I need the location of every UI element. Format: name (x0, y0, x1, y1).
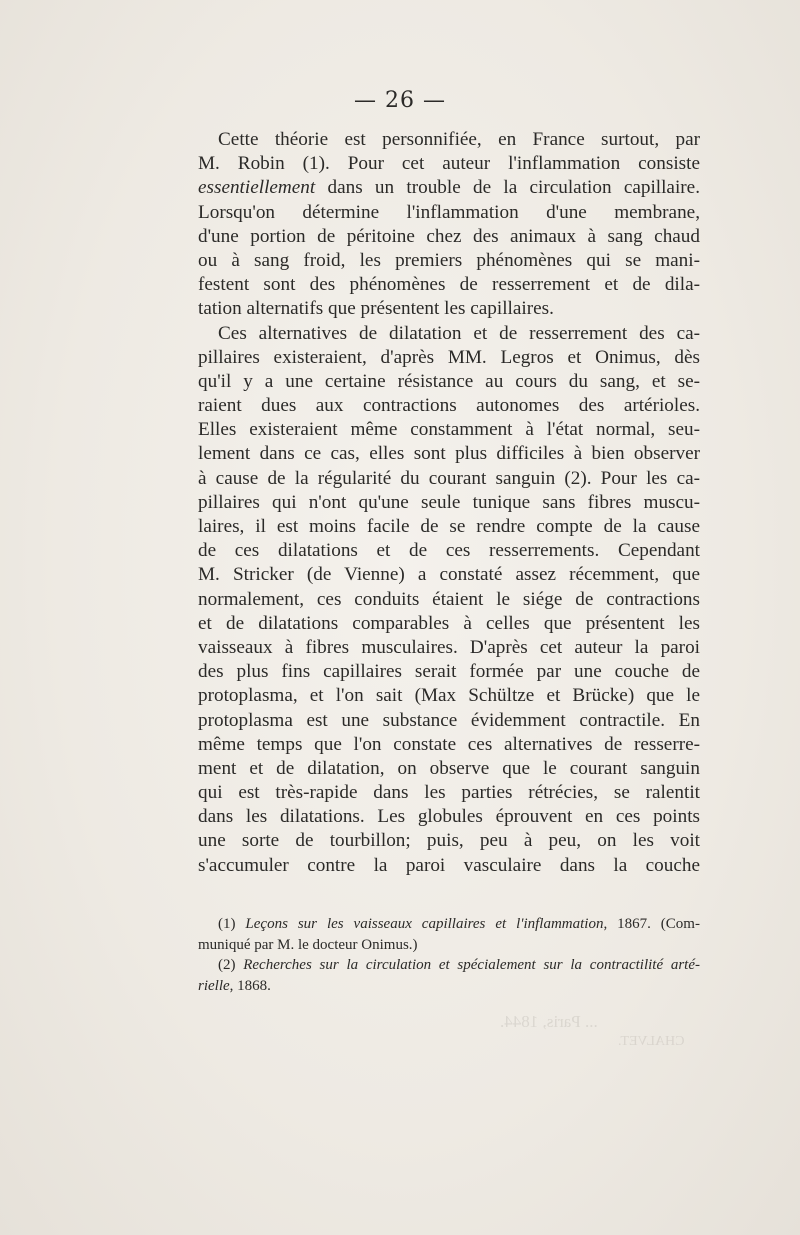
footnote-line: muniqué par M. le docteur Onimus.) (198, 936, 418, 953)
text-line: lement dans ce cas, elles sont plus difficiles à bien observer (198, 443, 700, 465)
text-line: Elles existeraient même constamment à l'état normal, seu- (198, 419, 700, 441)
text-line: vaisseaux à fibres musculaires. D'après cet auteur la paroi (198, 636, 700, 658)
footnote-line: (1) Leçons sur les vaisseaux capillaires et l'inflammation, 1867. (Com- (218, 916, 700, 932)
text-line: normalement, ces conduits étaient le siége de contractions (198, 588, 700, 610)
bleed-through-text: ... Paris, 1844. (500, 1012, 598, 1031)
paragraph (198, 128, 700, 322)
text-line: des plus fins capillaires serait formée par une couche de (198, 661, 700, 683)
text-line: ou à sang froid, les premiers phénomènes qui se mani- (198, 249, 700, 271)
text-line: protoplasma, et l'on sait (Max Schültze et Brücke) que le (198, 685, 700, 707)
text-line: pillaires qui n'ont qu'une seule tunique sans fibres muscu- (198, 491, 700, 513)
text-line: raient dues aux contractions autonomes des artérioles. (198, 395, 700, 417)
text-line: de ces dilatations et de ces resserrements. Cependant (198, 540, 700, 562)
text-line: qui est très-rapide dans les parties rétrécies, se ralentit (198, 782, 700, 804)
text-line: essentiellement dans un trouble de la circulation capillaire. (198, 177, 700, 199)
text-line: laires, il est moins facile de se rendre compte de la cause (198, 516, 700, 537)
text-line: même temps que l'on constate ces alternatives de resserre- (198, 733, 700, 755)
text-line: pillaires existeraient, d'après MM. Legros et Onimus, dès (198, 346, 700, 368)
footnotes (198, 914, 700, 996)
text-line: ment et de dilatation, on observe que le courant sanguin (198, 757, 700, 779)
text-line: qu'il y a une certaine résistance au cours du sang, et se- (198, 370, 700, 392)
footnote-line: rielle, 1868. (198, 977, 271, 994)
bleed-through-text: CHALVET. (618, 1034, 685, 1049)
text-line: Ces alternatives de dilatation et de resserrement des ca- (218, 322, 700, 344)
text-line (198, 878, 700, 902)
text-line: dans les dilatations. Les globules éprouvent en ces points (198, 806, 700, 828)
text-line: à cause de la régularité du courant sanguin (2). Pour les ca- (198, 467, 700, 489)
text-line: tation alternatifs que présentent les capillaires. (198, 298, 554, 320)
text-line: s'accumuler contre la paroi vasculaire dans la couche (198, 854, 700, 876)
text-line: protoplasma est une substance évidemment contractile. En (198, 709, 700, 731)
text-line: et de dilatations comparables à celles que présentent les (198, 612, 700, 634)
text-line: d'une portion de péritoine chez des animaux à sang chaud (198, 225, 700, 247)
text-line: Lorsqu'on détermine l'inflammation d'une membrane, (198, 201, 700, 223)
paragraph (198, 322, 700, 903)
text-line: M. Stricker (de Vienne) a constaté assez récemment, que (198, 564, 700, 586)
text-line: M. Robin (1). Pour cet auteur l'inflammation consiste (198, 153, 700, 175)
text-line: une sorte de tourbillon; puis, peu à peu, on les voit (198, 830, 700, 852)
body-text (198, 128, 700, 902)
page-number: — 26 — (354, 88, 446, 113)
footnote-line: (2) Recherches sur la circulation et spécialement sur la contractilité arté- (218, 957, 700, 973)
text-line: festent sont des phénomènes de resserrement et de dila- (198, 274, 700, 296)
text-line: Cette théorie est personnifiée, en France surtout, par (218, 129, 700, 150)
